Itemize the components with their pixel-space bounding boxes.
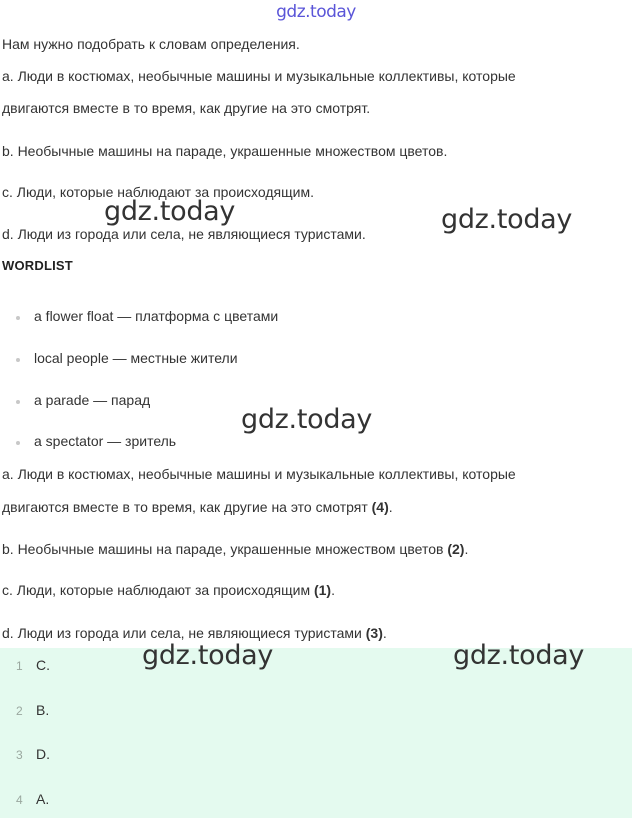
wordlist-heading: WORDLIST [2, 258, 73, 273]
definition-b: b. Необычные машины на параде, украшенные множеством цветов. [2, 143, 448, 159]
answer-key-box [0, 648, 632, 818]
answer-a-line1: a. Люди в костюмах, необычные машины и музыкальные коллективы, которые [2, 466, 516, 482]
answer-b-number: (2) [447, 541, 465, 557]
watermark: gdz.today [441, 204, 573, 235]
definition-a-line1: a. Люди в костюмах, необычные машины и музыкальные коллективы, которые [2, 68, 516, 84]
answer-b-text: b. Необычные машины на параде, украшенные множеством цветов [2, 541, 444, 557]
answer-c-end: . [331, 582, 335, 598]
answer-key-letter: A. [36, 791, 50, 807]
bullet-icon [16, 358, 20, 362]
answer-a-text: двигаются вместе в то время, как другие на это смотрят [2, 499, 368, 515]
answer-key-letter: D. [36, 746, 50, 762]
definition-a-line2: двигаются вместе в то время, как другие на это смотрят. [2, 100, 371, 116]
bullet-icon [16, 316, 20, 320]
answer-d-number: (3) [365, 625, 383, 641]
watermark: gdz.today [241, 404, 373, 435]
answer-d [2, 625, 387, 641]
bullet-icon [16, 441, 20, 445]
answer-d-end: . [382, 625, 387, 641]
wordlist-item: a parade — парад [34, 392, 151, 408]
answer-key-number: 3 [16, 748, 23, 762]
watermark: gdz.today [453, 640, 585, 671]
answer-key-number: 4 [16, 793, 23, 807]
answer-key-letter: C. [36, 657, 50, 673]
answer-a-line2 [2, 499, 393, 515]
watermark: gdz.today [104, 196, 236, 227]
site-watermark-top: gdz.today [276, 2, 356, 22]
definition-d: d. Люди из города или села, не являющиеся туристами. [2, 226, 366, 242]
wordlist-item: a flower float — платформа с цветами [34, 308, 279, 324]
answer-c-number: (1) [313, 582, 332, 598]
watermark: gdz.today [142, 640, 274, 671]
answer-key-letter: B. [36, 702, 50, 718]
answer-a-end: . [388, 499, 393, 515]
answer-b [2, 541, 468, 557]
answer-d-text: d. Люди из города или села, не являющиеся туристами [2, 625, 362, 641]
bullet-icon [16, 400, 20, 404]
answer-a-number: (4) [371, 499, 389, 515]
answer-key-number: 2 [16, 704, 23, 718]
answer-b-end: . [464, 541, 469, 557]
definition-c: c. Люди, которые наблюдают за происходящим. [2, 184, 314, 200]
answer-c [2, 582, 335, 598]
wordlist-item: local people — местные жители [34, 350, 238, 366]
answer-c-text: c. Люди, которые наблюдают за происходящим [2, 582, 311, 598]
answer-key-number: 1 [16, 659, 23, 673]
wordlist-item: a spectator — зритель [34, 433, 177, 449]
intro-text: Нам нужно подобрать к словам определения. [2, 36, 300, 52]
